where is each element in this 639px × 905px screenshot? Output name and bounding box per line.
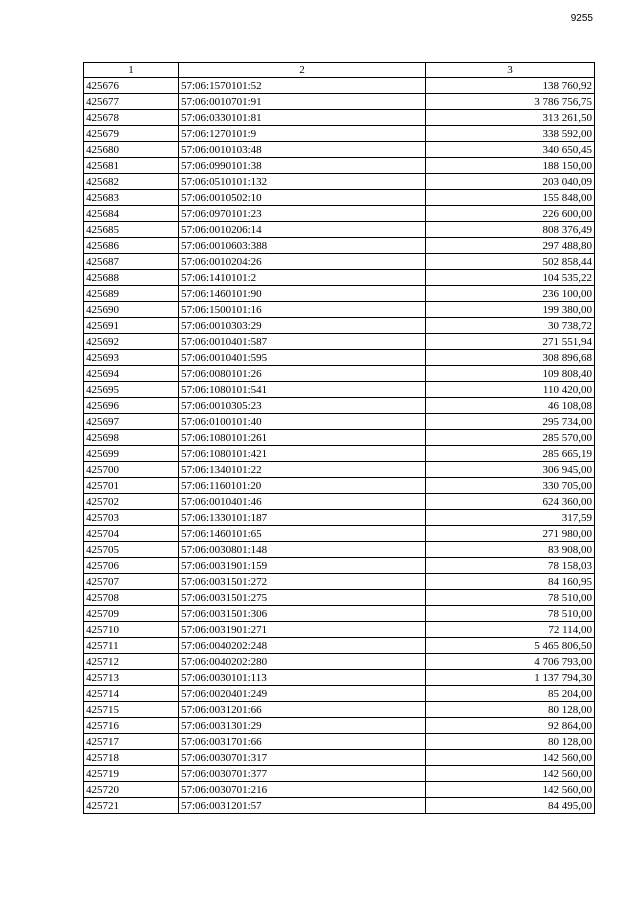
table-row (84, 558, 595, 574)
value-cell: 317,59 (426, 510, 595, 526)
row-number-cell: 425677 (84, 94, 179, 110)
cadastral-number-cell: 57:06:0510101:132 (179, 174, 426, 190)
cadastral-number-cell: 57:06:1080101:541 (179, 382, 426, 398)
table-row (84, 766, 595, 782)
cadastral-number-cell: 57:06:1460101:65 (179, 526, 426, 542)
table-row (84, 718, 595, 734)
value-cell: 142 560,00 (426, 766, 595, 782)
value-cell: 330 705,00 (426, 478, 595, 494)
cadastral-number-cell: 57:06:0031201:66 (179, 702, 426, 718)
table-row (84, 494, 595, 510)
table-row (84, 318, 595, 334)
value-cell: 85 204,00 (426, 686, 595, 702)
row-number-cell: 425704 (84, 526, 179, 542)
value-cell: 78 158,03 (426, 558, 595, 574)
cadastral-number-cell: 57:06:0030701:377 (179, 766, 426, 782)
cadastral-number-cell: 57:06:1410101:2 (179, 270, 426, 286)
value-cell: 104 535,22 (426, 270, 595, 286)
value-cell: 308 896,68 (426, 350, 595, 366)
row-number-cell: 425716 (84, 718, 179, 734)
table-row (84, 654, 595, 670)
cadastral-number-cell: 57:06:0990101:38 (179, 158, 426, 174)
value-cell: 1 137 794,30 (426, 670, 595, 686)
row-number-cell: 425710 (84, 622, 179, 638)
cadastral-number-cell: 57:06:0010303:29 (179, 318, 426, 334)
cadastral-number-cell: 57:06:1570101:52 (179, 78, 426, 94)
table-row (84, 542, 595, 558)
cadastral-number-cell: 57:06:0031201:57 (179, 798, 426, 814)
table-row (84, 222, 595, 238)
value-cell: 4 706 793,00 (426, 654, 595, 670)
table-row (84, 142, 595, 158)
value-cell: 338 592,00 (426, 126, 595, 142)
row-number-cell: 425717 (84, 734, 179, 750)
row-number-cell: 425686 (84, 238, 179, 254)
value-cell: 138 760,92 (426, 78, 595, 94)
value-cell: 84 495,00 (426, 798, 595, 814)
row-number-cell: 425706 (84, 558, 179, 574)
row-number-cell: 425718 (84, 750, 179, 766)
cadastral-number-cell: 57:06:0031501:275 (179, 590, 426, 606)
row-number-cell: 425693 (84, 350, 179, 366)
page-number: 9255 (570, 13, 593, 24)
value-cell: 84 160,95 (426, 574, 595, 590)
value-cell: 808 376,49 (426, 222, 595, 238)
row-number-cell: 425709 (84, 606, 179, 622)
row-number-cell: 425683 (84, 190, 179, 206)
value-cell: 199 380,00 (426, 302, 595, 318)
table-row (84, 270, 595, 286)
cadastral-number-cell: 57:06:1160101:20 (179, 478, 426, 494)
table-row (84, 94, 595, 110)
cadastral-number-cell: 57:06:0031901:159 (179, 558, 426, 574)
value-cell: 72 114,00 (426, 622, 595, 638)
row-number-cell: 425720 (84, 782, 179, 798)
table-row (84, 382, 595, 398)
row-number-cell: 425679 (84, 126, 179, 142)
row-number-cell: 425697 (84, 414, 179, 430)
value-cell: 5 465 806,50 (426, 638, 595, 654)
table-row (84, 398, 595, 414)
value-cell: 285 570,00 (426, 430, 595, 446)
row-number-cell: 425702 (84, 494, 179, 510)
cadastral-number-cell: 57:06:1270101:9 (179, 126, 426, 142)
cadastral-number-cell: 57:06:0010401:46 (179, 494, 426, 510)
cadastral-number-cell: 57:06:0010305:23 (179, 398, 426, 414)
row-number-cell: 425676 (84, 78, 179, 94)
row-number-cell: 425711 (84, 638, 179, 654)
table-row (84, 686, 595, 702)
table-row (84, 158, 595, 174)
cadastral-number-cell: 57:06:0040202:248 (179, 638, 426, 654)
row-number-cell: 425689 (84, 286, 179, 302)
value-cell: 78 510,00 (426, 606, 595, 622)
cadastral-number-cell: 57:06:0030801:148 (179, 542, 426, 558)
cadastral-number-cell: 57:06:0010204:26 (179, 254, 426, 270)
value-cell: 110 420,00 (426, 382, 595, 398)
cadastral-number-cell: 57:06:0031501:272 (179, 574, 426, 590)
value-cell: 92 864,00 (426, 718, 595, 734)
value-cell: 30 738,72 (426, 318, 595, 334)
row-number-cell: 425682 (84, 174, 179, 190)
table-row (84, 174, 595, 190)
value-cell: 502 858,44 (426, 254, 595, 270)
row-number-cell: 425695 (84, 382, 179, 398)
cadastral-number-cell: 57:06:0020401:249 (179, 686, 426, 702)
value-cell: 295 734,00 (426, 414, 595, 430)
value-cell: 83 908,00 (426, 542, 595, 558)
registry-table (83, 62, 595, 814)
value-cell: 306 945,00 (426, 462, 595, 478)
table-row (84, 750, 595, 766)
value-cell: 46 108,08 (426, 398, 595, 414)
row-number-cell: 425687 (84, 254, 179, 270)
value-cell: 142 560,00 (426, 782, 595, 798)
table-row (84, 638, 595, 654)
value-cell: 226 600,00 (426, 206, 595, 222)
cadastral-number-cell: 57:06:1330101:187 (179, 510, 426, 526)
row-number-cell: 425712 (84, 654, 179, 670)
cadastral-number-cell: 57:06:0100101:40 (179, 414, 426, 430)
cadastral-number-cell: 57:06:0031301:29 (179, 718, 426, 734)
table-row (84, 574, 595, 590)
row-number-cell: 425705 (84, 542, 179, 558)
row-number-cell: 425713 (84, 670, 179, 686)
table-row (84, 510, 595, 526)
cadastral-number-cell: 57:06:0010206:14 (179, 222, 426, 238)
cadastral-number-cell: 57:06:0010401:587 (179, 334, 426, 350)
value-cell: 236 100,00 (426, 286, 595, 302)
cadastral-number-cell: 57:06:1080101:261 (179, 430, 426, 446)
row-number-cell: 425696 (84, 398, 179, 414)
table-row (84, 206, 595, 222)
table-row (84, 414, 595, 430)
table-row (84, 446, 595, 462)
table-body (84, 78, 595, 814)
column-header-2: 2 (179, 63, 426, 78)
table-row (84, 606, 595, 622)
cadastral-number-cell: 57:06:1460101:90 (179, 286, 426, 302)
value-cell: 78 510,00 (426, 590, 595, 606)
cadastral-number-cell: 57:06:1080101:421 (179, 446, 426, 462)
cadastral-number-cell: 57:06:0010502:10 (179, 190, 426, 206)
row-number-cell: 425701 (84, 478, 179, 494)
table-row (84, 622, 595, 638)
row-number-cell: 425714 (84, 686, 179, 702)
row-number-cell: 425698 (84, 430, 179, 446)
row-number-cell: 425715 (84, 702, 179, 718)
row-number-cell: 425694 (84, 366, 179, 382)
table-row (84, 734, 595, 750)
cadastral-number-cell: 57:06:0080101:26 (179, 366, 426, 382)
row-number-cell: 425719 (84, 766, 179, 782)
value-cell: 80 128,00 (426, 734, 595, 750)
row-number-cell: 425681 (84, 158, 179, 174)
cadastral-number-cell: 57:06:0330101:81 (179, 110, 426, 126)
row-number-cell: 425721 (84, 798, 179, 814)
value-cell: 142 560,00 (426, 750, 595, 766)
table-row (84, 190, 595, 206)
value-cell: 188 150,00 (426, 158, 595, 174)
cadastral-number-cell: 57:06:0010701:91 (179, 94, 426, 110)
header-row (84, 63, 595, 78)
column-header-1: 1 (84, 63, 179, 78)
row-number-cell: 425708 (84, 590, 179, 606)
row-number-cell: 425690 (84, 302, 179, 318)
table-row (84, 334, 595, 350)
table-row (84, 782, 595, 798)
value-cell: 297 488,80 (426, 238, 595, 254)
table-row (84, 286, 595, 302)
table-row (84, 110, 595, 126)
cadastral-number-cell: 57:06:1340101:22 (179, 462, 426, 478)
value-cell: 155 848,00 (426, 190, 595, 206)
table-row (84, 366, 595, 382)
table-row (84, 238, 595, 254)
table-row (84, 462, 595, 478)
table-row (84, 78, 595, 94)
table-row (84, 526, 595, 542)
cadastral-number-cell: 57:06:0010603:388 (179, 238, 426, 254)
row-number-cell: 425684 (84, 206, 179, 222)
cadastral-number-cell: 57:06:0970101:23 (179, 206, 426, 222)
table-row (84, 590, 595, 606)
value-cell: 80 128,00 (426, 702, 595, 718)
row-number-cell: 425685 (84, 222, 179, 238)
cadastral-number-cell: 57:06:0040202:280 (179, 654, 426, 670)
cadastral-number-cell: 57:06:0010103:48 (179, 142, 426, 158)
value-cell: 109 808,40 (426, 366, 595, 382)
table-row (84, 670, 595, 686)
table-header (84, 63, 595, 78)
cadastral-number-cell: 57:06:0010401:595 (179, 350, 426, 366)
cadastral-number-cell: 57:06:1500101:16 (179, 302, 426, 318)
value-cell: 271 980,00 (426, 526, 595, 542)
cadastral-number-cell: 57:06:0030701:216 (179, 782, 426, 798)
value-cell: 285 665,19 (426, 446, 595, 462)
cadastral-number-cell: 57:06:0031701:66 (179, 734, 426, 750)
value-cell: 3 786 756,75 (426, 94, 595, 110)
table-row (84, 254, 595, 270)
table-row (84, 302, 595, 318)
value-cell: 271 551,94 (426, 334, 595, 350)
value-cell: 313 261,50 (426, 110, 595, 126)
cadastral-number-cell: 57:06:0031901:271 (179, 622, 426, 638)
row-number-cell: 425691 (84, 318, 179, 334)
cadastral-number-cell: 57:06:0030701:317 (179, 750, 426, 766)
row-number-cell: 425699 (84, 446, 179, 462)
cadastral-number-cell: 57:06:0030101:113 (179, 670, 426, 686)
value-cell: 340 650,45 (426, 142, 595, 158)
column-header-3: 3 (426, 63, 595, 78)
row-number-cell: 425707 (84, 574, 179, 590)
cadastral-number-cell: 57:06:0031501:306 (179, 606, 426, 622)
table-row (84, 126, 595, 142)
table-row (84, 350, 595, 366)
row-number-cell: 425700 (84, 462, 179, 478)
value-cell: 624 360,00 (426, 494, 595, 510)
row-number-cell: 425680 (84, 142, 179, 158)
table-row (84, 798, 595, 814)
row-number-cell: 425703 (84, 510, 179, 526)
value-cell: 203 040,09 (426, 174, 595, 190)
table-row (84, 430, 595, 446)
row-number-cell: 425678 (84, 110, 179, 126)
row-number-cell: 425692 (84, 334, 179, 350)
row-number-cell: 425688 (84, 270, 179, 286)
table-row (84, 702, 595, 718)
table-row (84, 478, 595, 494)
